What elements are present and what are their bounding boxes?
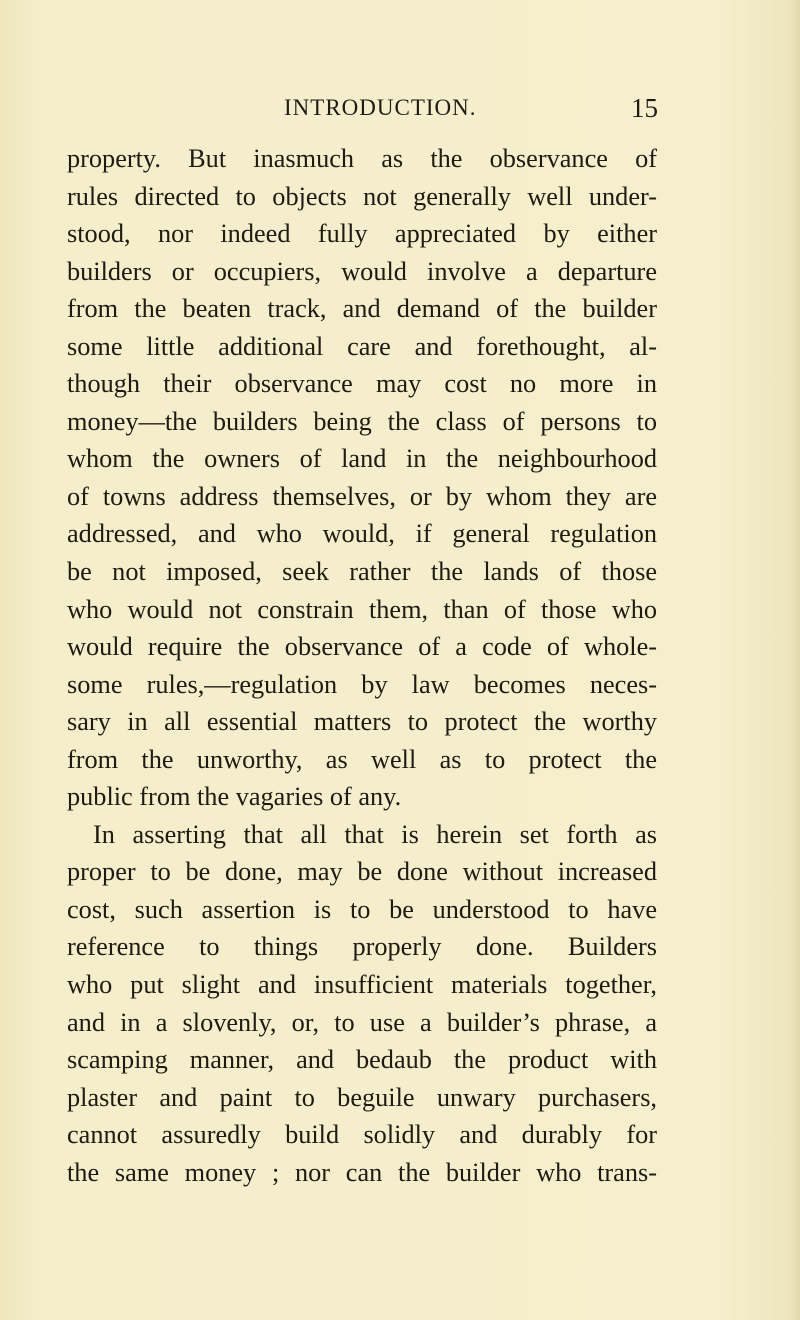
- text-line: of towns address themselves, or by whom they are: [67, 481, 657, 511]
- page-number: 15: [631, 93, 658, 123]
- text-line: reference to things properly done. Builders: [67, 932, 657, 962]
- paragraph-end-line: public from the vagaries of any.: [67, 782, 402, 812]
- body-text: [67, 140, 657, 1191]
- text-line: and in a slovenly, or, to use a builder’s phrase, a: [67, 1007, 657, 1037]
- text-line: from the beaten track, and demand of the builder: [67, 294, 657, 324]
- text-line: would require the observance of a code of whole-: [67, 632, 657, 662]
- text-line: be not imposed, seek rather the lands of those: [67, 557, 657, 587]
- text-line: money—the builders being the class of persons to: [67, 406, 657, 436]
- text-line: who put slight and insufficient materials together,: [67, 970, 657, 1000]
- text-line: property. But inasmuch as the observance of: [67, 144, 657, 173]
- text-line: addressed, and who would, if general regulation: [67, 519, 657, 549]
- text-line: rules directed to objects not generally well under-: [67, 181, 657, 211]
- text-line: cannot assuredly build solidly and durably for: [67, 1120, 657, 1150]
- text-line: sary in all essential matters to protect the worthy: [67, 707, 657, 737]
- text-line: the same money ; nor can the builder who trans-: [67, 1157, 657, 1187]
- text-line: who would not constrain them, than of those who: [67, 594, 657, 624]
- text-line: some little additional care and forethought, al-: [67, 331, 657, 361]
- text-line: proper to be done, may be done without increased: [67, 857, 657, 887]
- text-line: whom the owners of land in the neighbourhood: [67, 444, 657, 474]
- text-line: cost, such assertion is to be understood to have: [67, 894, 657, 924]
- text-line: though their observance may cost no more in: [67, 369, 657, 399]
- text-line: some rules,—regulation by law becomes neces-: [67, 669, 657, 699]
- text-line: from the unworthy, as well as to protect the: [67, 744, 657, 774]
- page-edge-shadow: [790, 0, 800, 1320]
- running-head: INTRODUCTION.: [284, 95, 477, 120]
- text-line: builders or occupiers, would involve a departure: [67, 256, 657, 286]
- text-line: plaster and paint to beguile unwary purchasers,: [67, 1082, 657, 1112]
- page-header: [284, 88, 658, 128]
- text-line: stood, nor indeed fully appreciated by either: [67, 219, 657, 249]
- text-line: scamping manner, and bedaub the product with: [67, 1045, 657, 1075]
- paragraph-start-line: In asserting that all that is herein set forth as: [93, 819, 657, 849]
